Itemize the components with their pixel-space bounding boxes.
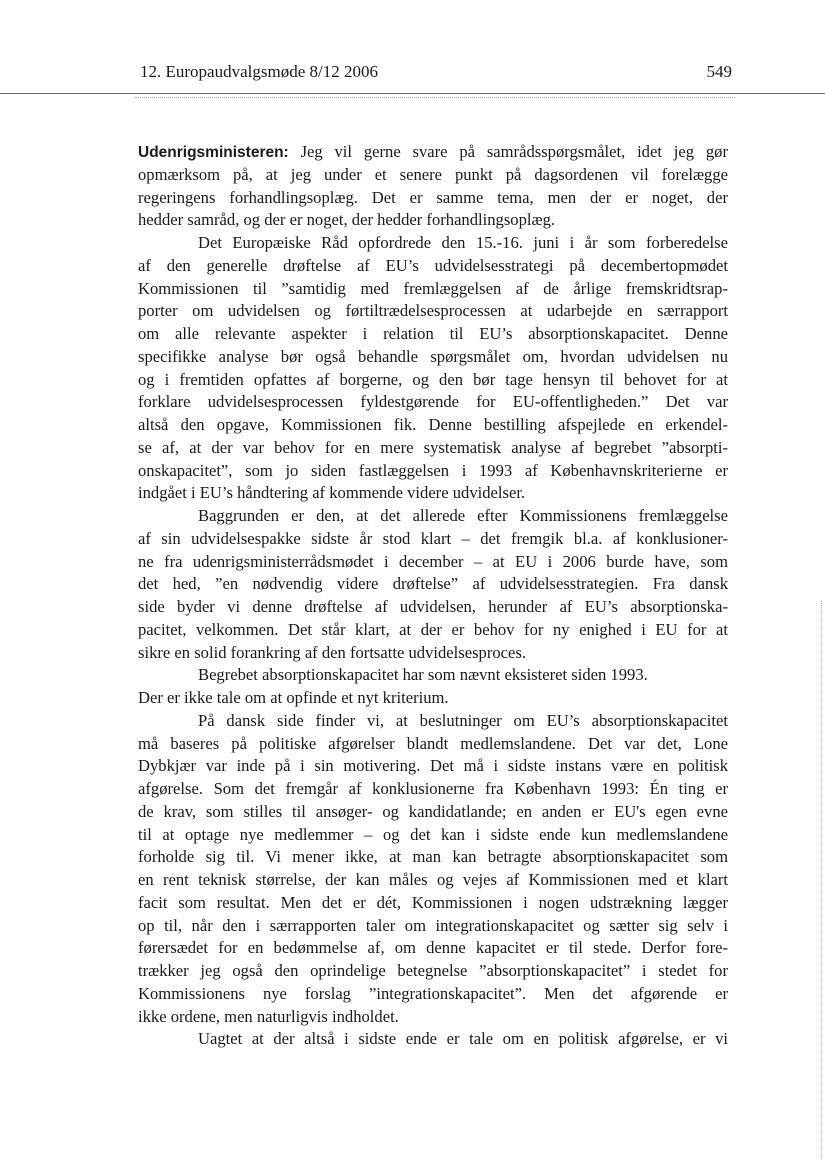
text-line: af den generelle drøftelse af EU’s udvidelsesstrategi på decembertopmødet <box>138 255 728 275</box>
text-line: Dybkjær var inde på i sin motivering. Det må i sidste instans være en politisk <box>138 756 728 776</box>
text-line: af sin udvidelsespakke sidste år stod klart – det fremgik bl.a. af konklusioner- <box>138 528 728 548</box>
text-line: pacitet, velkommen. Det står klart, at der er behov for ny enighed i EU for at <box>138 619 728 639</box>
text-line: porter om udvidelsen og førtiltrædelsesprocessen at udarbejde en særrapport <box>138 301 728 321</box>
text-line: regeringens forhandlingsoplæg. Det er samme tema, men der er noget, der <box>138 187 728 207</box>
speaker-name: Udenrigsministeren: <box>138 144 289 161</box>
text-line: Kommissionens nye forslag ”integrationskapacitet”. Men det afgørende er <box>138 983 728 1003</box>
text-line: de krav, som stilles til ansøger- og kandidatlande; en anden er EU's egen evne <box>138 801 728 821</box>
text-line-content: Jeg vil gerne svare på samrådsspørgsmålet, idet jeg gør <box>300 142 728 161</box>
text-line: onskapacitet”, som jo siden fastlæggelsen i 1993 af Københavnskriterierne er <box>138 460 728 480</box>
text-line: forklare udvidelsesprocessen fyldestgørende for EU-offentligheden.” Det var <box>138 392 728 412</box>
text-line: opmærksom på, at jeg under et senere punkt på dagsordenen vil forelægge <box>138 164 728 184</box>
text-line: Uagtet at der altså i sidste ende er tale om en politisk afgørelse, er vi <box>198 1029 728 1049</box>
text-line: forholde sig til. Vi mener ikke, at man kan betragte absorptionskapacitet som <box>138 847 728 867</box>
text-line: Det Europæiske Råd opfordrede den 15.-16. juni i år som forberedelse <box>198 233 728 252</box>
text-line: altså den opgave, Kommissionen fik. Denne bestilling afspejlede en erkendel- <box>138 415 728 434</box>
text-line: Baggrunden er den, at det allerede efter Kommissionens fremlæggelse <box>198 506 728 525</box>
text-line: På dansk side finder vi, at beslutninger om EU’s absorptionskapacitet <box>198 710 728 730</box>
text-line: se af, at der var behov for en mere systematisk analyse af begrebet ”absorpti- <box>138 437 728 457</box>
text-line: ne fra udenrigsministerrådsmødet i december – at EU i 2006 burde have, som <box>138 551 728 571</box>
text-line: førersædet for en bedømmelse af, om denne kapacitet er til stede. Derfor fore- <box>138 938 728 958</box>
text-line: side byder vi denne drøftelse af udvidelsen, herunder af EU’s absorptionska- <box>138 597 728 616</box>
text-line: det hed, ”en nødvendig videre drøftelse” af udvidelsesstrategien. Fra dansk <box>138 574 728 594</box>
text-line: sikre en solid forankring af den fortsatte udvidelsesproces. <box>138 642 526 662</box>
text-line: facit som resultat. Men det er dét, Kommissionen i nogen udstrækning lægger <box>138 892 728 912</box>
text-line: hedder samråd, og der er noget, der hedder forhandlingsoplæg. <box>138 210 556 230</box>
text-line: afgørelse. Som det fremgår af konklusionerne fra København 1993: Én ting er <box>138 779 728 798</box>
page-header <box>140 62 732 86</box>
text-line: om alle relevante aspekter i relation til EU’s absorptionskapacitet. Denne <box>138 324 728 343</box>
page-number: 549 <box>706 62 732 81</box>
scan-edge <box>821 600 823 1160</box>
text-line: Kommissionen til ”samtidig med fremlæggelsen af de årlige fremskridtsrap- <box>138 278 728 298</box>
text-line <box>138 141 728 164</box>
text-line: og i fremtiden opfattes af borgerne, og den bør tage hensyn til behovet for at <box>138 369 728 389</box>
text-line: specifikke analyse bør også behandle spørgsmålet om, hvordan udvidelsen nu <box>138 346 728 366</box>
text-line: en rent teknisk størrelse, der kan måles og vejes af Kommissionen med et klart <box>138 870 728 889</box>
text-line: til at optage nye medlemmer – og det kan i sidste ende kun medlemslandene <box>138 824 728 844</box>
text-line: ikke ordene, men naturligvis indholdet. <box>138 1006 399 1026</box>
running-title: 12. Europaudvalgsmøde 8/12 2006 <box>140 62 378 81</box>
text-line: Begrebet absorptionskapacitet har som nævnt eksisteret siden 1993. <box>198 665 648 685</box>
text-line: indgået i EU’s håndtering af kommende videre udvidelser. <box>138 483 526 503</box>
text-line: må baseres på politiske afgørelser blandt medlemslandene. Det var det, Lone <box>138 733 728 753</box>
text-line: Der er ikke tale om at opfinde et nyt kriterium. <box>138 688 449 707</box>
transcript-body <box>138 141 728 1051</box>
text-line: op til, når den i særrapporten taler om integrationskapacitet og sætter sig selv i <box>138 915 728 935</box>
header-rule-dotted <box>135 97 735 98</box>
text-line: trækker jeg også den oprindelige betegnelse ”absorptionskapacitet” i stedet for <box>138 961 728 980</box>
header-rule <box>0 93 825 94</box>
